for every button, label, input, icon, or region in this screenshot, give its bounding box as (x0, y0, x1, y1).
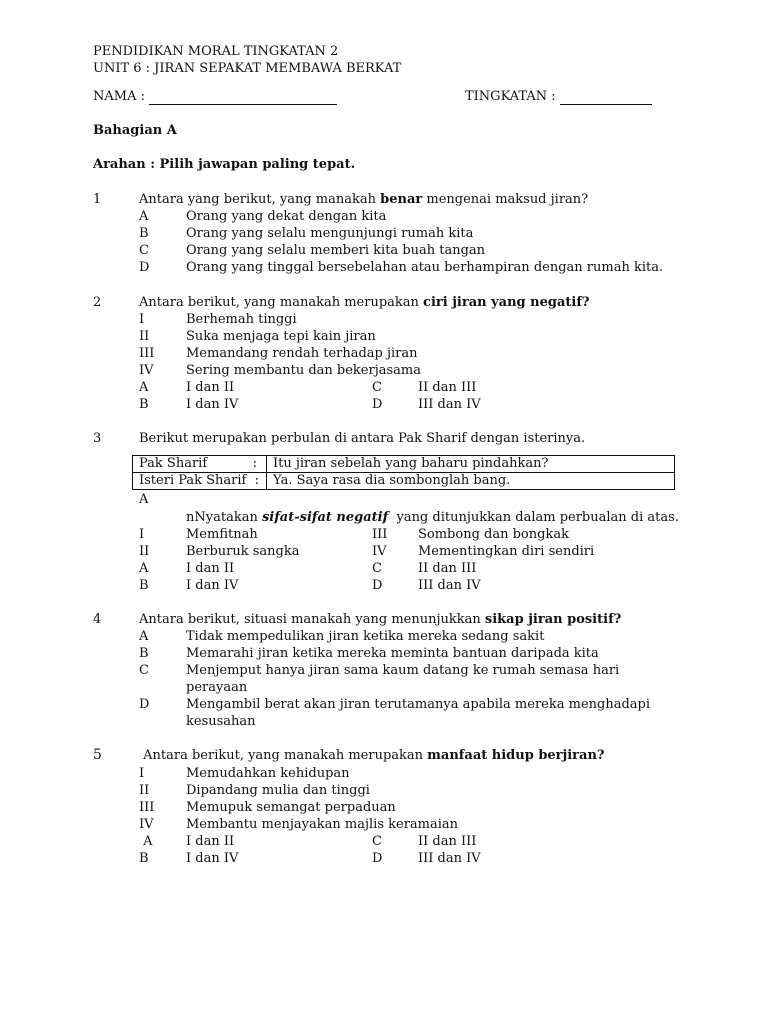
subject-title: PENDIDIKAN MORAL TINGKATAN 2 (93, 44, 339, 59)
q1-option-letter: C (139, 243, 149, 258)
q5-answer-text: I dan II (186, 834, 235, 849)
q1-stem (139, 191, 588, 208)
q3-answer-letter: B (139, 578, 149, 593)
q4-stem-text: Antara berikut, situasi manakah yang menunjukkan (139, 612, 485, 627)
q2-answer-letter: C (372, 380, 382, 395)
q3-answer-letter: C (372, 561, 382, 576)
q3-answer-letter: D (372, 578, 383, 593)
unit-title: UNIT 6 : JIRAN SEPAKAT MEMBAWA BERKAT (93, 61, 402, 76)
q5-answer-text: I dan IV (186, 851, 239, 866)
q2-stem (139, 294, 590, 311)
q2-item-roman: IV (139, 363, 154, 378)
q3-stray-letter: A (139, 492, 149, 507)
q2-number: 2 (93, 295, 102, 310)
dialog-speaker: Pak Sharif : (133, 456, 267, 473)
q4-option-letter: D (139, 697, 150, 712)
dialog-table (132, 455, 675, 490)
q1-stem-bold: benar (380, 192, 423, 207)
q4-option-letter: A (139, 629, 149, 644)
q4-option-continuation: perayaan (186, 680, 248, 695)
q4-stem (139, 611, 621, 628)
q3-answer-text: III dan IV (418, 578, 481, 593)
q2-answer-text: II dan III (418, 380, 477, 395)
q5-stem (139, 747, 605, 764)
q5-answer-letter: C (372, 834, 382, 849)
q3-number: 3 (93, 431, 102, 446)
q2-item-text: Berhemah tinggi (186, 312, 297, 327)
q2-item-roman: III (139, 346, 155, 361)
class-label: TINGKATAN : (465, 89, 556, 104)
q3-prompt-text: nNyatakan (186, 510, 262, 525)
dialog-line: Ya. Saya rasa dia sombonglah bang. (267, 473, 675, 490)
q2-item-roman: II (139, 329, 150, 344)
q1-option-letter: B (139, 226, 149, 241)
q1-option-text: Orang yang selalu memberi kita buah tangan (186, 243, 486, 258)
q1-option-text: Orang yang dekat dengan kita (186, 209, 387, 224)
class-blank-line[interactable] (560, 90, 652, 105)
instruction: Arahan : Pilih jawapan paling tepat. (93, 157, 356, 172)
q5-stem-bold: manfaat hidup berjiran? (427, 748, 605, 763)
q3-prompt-end: yang ditunjukkan dalam perbualan di atas. (388, 510, 679, 525)
q3-item-text: Memfitnah (186, 527, 258, 542)
q2-item-roman: I (139, 312, 145, 327)
q5-number: 5 (93, 747, 102, 763)
q4-option-text: Mengambil berat akan jiran terutamanya apabila mereka menghadapi (186, 697, 651, 712)
class-field (465, 88, 652, 105)
q4-option-continuation: kesusahan (186, 714, 256, 729)
q3-item-text: Mementingkan diri sendiri (418, 544, 595, 559)
q1-number: 1 (93, 192, 102, 207)
q5-item-text: Membantu menjayakan majlis keramaian (186, 817, 459, 832)
q5-answer-letter: D (372, 851, 383, 866)
q4-option-text: Tidak mempedulikan jiran ketika mereka sedang sakit (186, 629, 545, 644)
q5-item-roman: IV (139, 817, 154, 832)
q2-answer-letter: B (139, 397, 149, 412)
q5-answer-text: II dan III (418, 834, 477, 849)
q3-prompt-bold: sifat-sifat negatif (261, 510, 389, 525)
q5-answer-letter: B (139, 851, 149, 866)
q2-answer-text: I dan II (186, 380, 235, 395)
q3-item-roman: II (139, 544, 150, 559)
q5-answer-text: III dan IV (418, 851, 481, 866)
q3-item-roman: III (372, 527, 388, 542)
q2-item-text: Sering membantu dan bekerjasama (186, 363, 421, 378)
q4-option-text: Menjemput hanya jiran sama kaum datang ke rumah semasa hari (186, 663, 620, 678)
q5-answer-letter: A (139, 834, 153, 849)
q2-answer-letter: A (139, 380, 149, 395)
q5-item-text: Dipandang mulia dan tinggi (186, 783, 370, 798)
q4-option-text: Memarahi jiran ketika mereka meminta bantuan daripada kita (186, 646, 599, 661)
q3-stem: Berikut merupakan perbulan di antara Pak Sharif dengan isterinya. (139, 431, 586, 446)
q2-answer-text: III dan IV (418, 397, 481, 412)
section-title: Bahagian A (93, 123, 177, 138)
q1-stem-text: Antara yang berikut, yang manakah (139, 192, 381, 207)
q1-stem-end: mengenai maksud jiran? (422, 192, 589, 207)
q4-number: 4 (93, 612, 102, 627)
q5-stem-text: Antara berikut, yang manakah merupakan (139, 748, 428, 763)
q2-stem-text: Antara berikut, yang manakah merupakan (139, 295, 424, 310)
q3-item-roman: IV (372, 544, 387, 559)
dialog-line: Itu jiran sebelah yang baharu pindahkan? (267, 456, 675, 473)
q3-prompt (186, 509, 679, 526)
q4-option-letter: B (139, 646, 149, 661)
q5-item-text: Memupuk semangat perpaduan (186, 800, 396, 815)
q3-answer-text: I dan IV (186, 578, 239, 593)
q3-item-text: Sombong dan bongkak (418, 527, 569, 542)
dialog-speaker: Isteri Pak Sharif : (133, 473, 267, 490)
q5-item-roman: I (139, 766, 145, 781)
q2-item-text: Memandang rendah terhadap jiran (186, 346, 418, 361)
q1-option-letter: D (139, 260, 150, 275)
name-label: NAMA : (93, 89, 145, 104)
q2-answer-letter: D (372, 397, 383, 412)
name-field (93, 88, 337, 105)
q3-item-text: Berburuk sangka (186, 544, 300, 559)
q2-stem-bold: ciri jiran yang negatif? (423, 295, 590, 310)
q4-option-letter: C (139, 663, 149, 678)
q4-stem-bold: sikap jiran positif? (484, 612, 622, 627)
q3-answer-text: I dan II (186, 561, 235, 576)
q3-answer-text: II dan III (418, 561, 477, 576)
q3-answer-letter: A (139, 561, 149, 576)
q2-answer-text: I dan IV (186, 397, 239, 412)
q3-item-roman: I (139, 527, 145, 542)
q1-option-text: Orang yang selalu mengunjungi rumah kita (186, 226, 474, 241)
name-blank-line[interactable] (149, 90, 337, 105)
q1-option-letter: A (139, 209, 149, 224)
q5-item-roman: III (139, 800, 155, 815)
q5-item-text: Memudahkan kehidupan (186, 766, 350, 781)
q5-item-roman: II (139, 783, 150, 798)
dialog-row (133, 456, 675, 473)
q1-option-text: Orang yang tinggal bersebelahan atau berhampiran dengan rumah kita. (186, 260, 664, 275)
dialog-row (133, 473, 675, 490)
q2-item-text: Suka menjaga tepi kain jiran (186, 329, 376, 344)
